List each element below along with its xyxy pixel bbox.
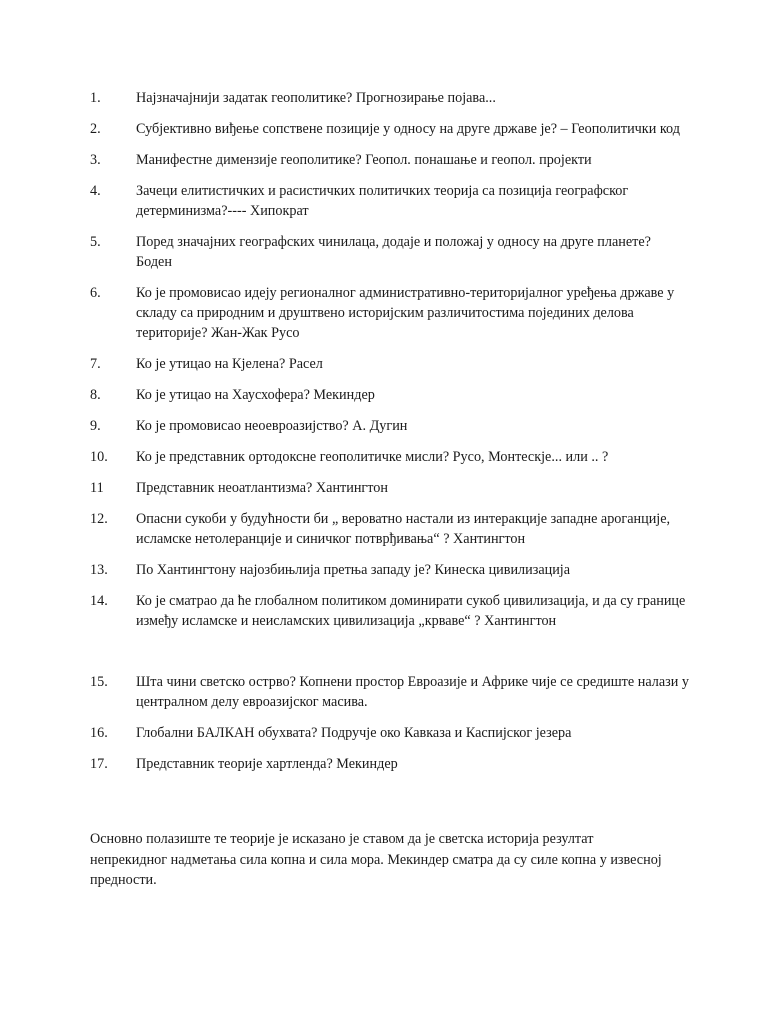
item-text: Зачеци елитистичких и расистичких политичких теорија са позиција географског детерминизма?---- Хипократ [136,183,629,219]
item-text: Ко је представник ортодоксне геополитичке мисли? Русо, Монтескје... или .. ? [136,449,609,465]
item-number: 10. [90,449,108,465]
item-number: 5. [90,234,101,250]
list-item [90,283,690,343]
list-item [90,181,690,221]
list-item [90,385,690,405]
item-text: По Хантингтону најозбињлија претња западу је? Кинеска цивилизација [136,562,571,578]
item-text: Најзначајнији задатак геополитике? Прогнозирање појава... [136,90,496,106]
closing-paragraph: Основно полазиште те теорије је исказано је ставом да је светска историја резултат непрекидног надметања сила копна и сила мора. Мекиндер сматра да су силе копна у извесној предности. [90,831,662,888]
item-text: Ко је сматрао да ће глобалном политиком доминирати сукоб цивилизација, и да су границе између исламске и неисламских цивилизација „крваве“ ? Хантингтон [136,593,686,629]
item-number: 11 [90,480,104,496]
list-item [90,150,690,170]
list-item [90,560,690,580]
item-number: 2. [90,121,101,137]
item-number: 4. [90,183,101,199]
item-number: 13. [90,562,108,578]
item-text: Глобални БАЛКАН обухвата? Подручје око Кавказа и Каспијског језера [136,725,572,741]
item-text: Представник теорије хартленда? Мекиндер [136,756,398,772]
item-number: 14. [90,593,108,609]
item-text: Представник неоатлантизма? Хантингтон [136,480,388,496]
item-text: Ко је утицао на Кјелена? Расел [136,356,323,372]
list-item [90,447,690,467]
item-number: 8. [90,387,101,403]
list-item [90,478,690,498]
item-number: 12. [90,511,108,527]
item-text: Шта чини светско острво? Копнени простор Евроазије и Африке чије се средиште налази у централном делу евроазијског масива. [136,674,689,710]
item-text: Опасни сукоби у будућности би „ вероватно настали из интеракције западне ароганције, исламске нетолеранције и синичког потврђивања“ ? Хантингтон [136,511,671,547]
item-text: Субјективно виђење сопствене позиције у односу на друге државе је? – Геополитички код [136,121,680,137]
list-item [90,354,690,374]
item-number: 1. [90,90,101,106]
item-number: 3. [90,152,101,168]
list-item [90,723,690,743]
list-item [90,754,690,774]
item-text: Ко је утицао на Хаусхофера? Мекиндер [136,387,375,403]
item-text: Ко је промовисао неоевроазијство? А. Дугин [136,418,408,434]
item-text: Поред значајних географских чинилаца, додаје и положај у односу на друге планете? Боден [136,234,651,270]
list-item [90,672,690,712]
item-number: 17. [90,756,108,772]
question-list [90,88,690,785]
item-number: 9. [90,418,101,434]
item-number: 15. [90,674,108,690]
list-item [90,591,690,631]
list-item [90,119,690,139]
item-text: Ко је промовисао идеју регионалног административно-територијалног уређења државе у складу са природним и друштвено историјским различитостима појединих делова територије? Жан-Жак Русо [136,285,675,341]
list-item [90,232,690,272]
item-number: 6. [90,285,101,301]
list-item [90,509,690,549]
item-number: 16. [90,725,108,741]
list-item [90,416,690,436]
item-text: Манифестне димензије геополитике? Геопол. понашање и геопол. пројекти [136,152,592,168]
item-number: 7. [90,356,101,372]
list-item [90,88,690,108]
